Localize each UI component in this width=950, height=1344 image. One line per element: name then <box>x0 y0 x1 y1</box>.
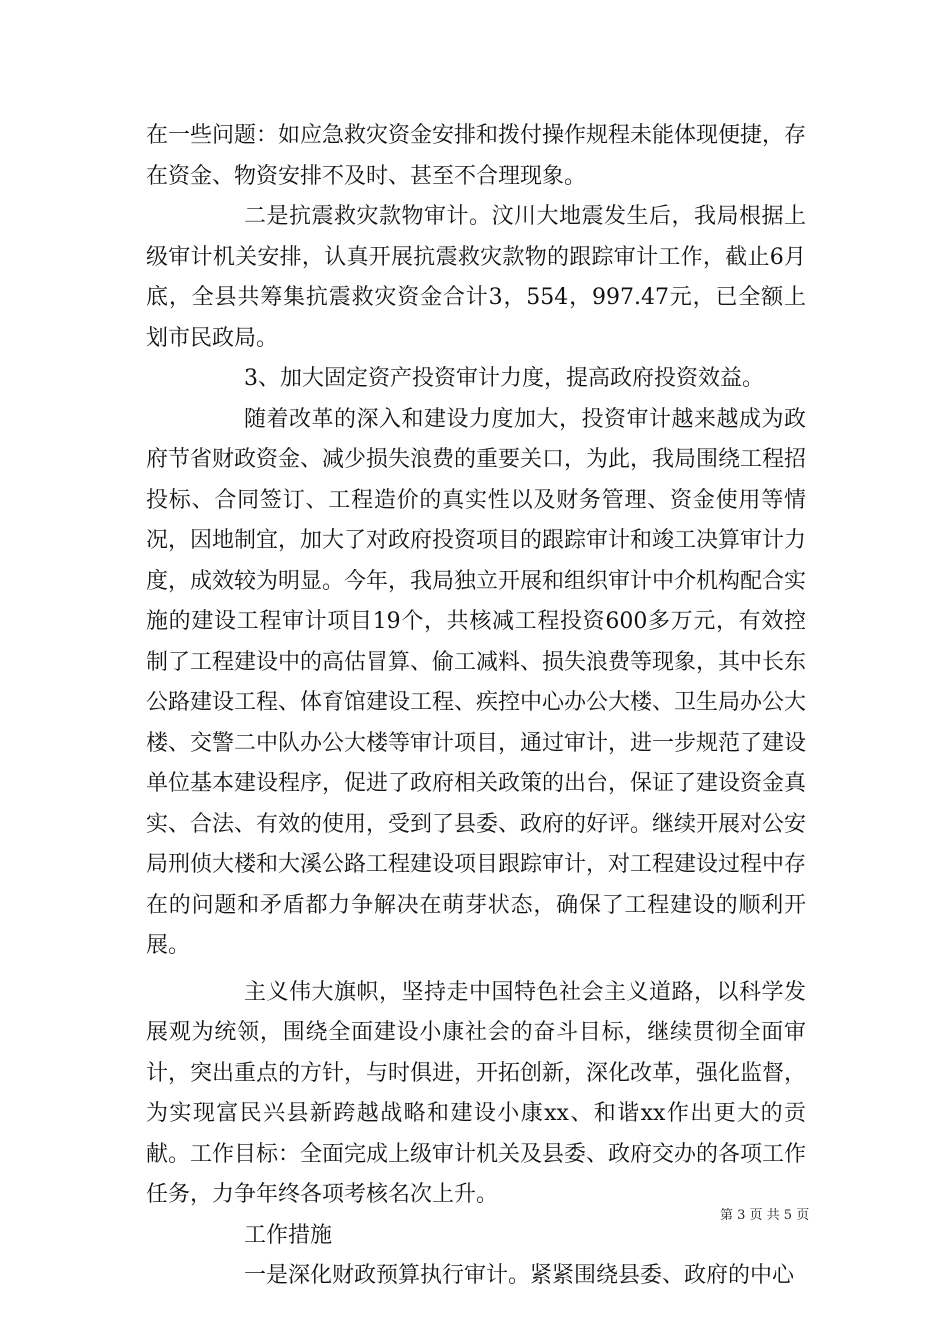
page-number-footer: 第 3 页 共 5 页 <box>720 1208 810 1223</box>
paragraph-guiding-principles: 主义伟大旗帜，坚持走中国特色社会主义道路，以科学发展观为统领，围绕全面建设小康社会的奋斗目标，继续贯彻全面审计，突出重点的方针，与时俱进，开拓创新，深化改革，强化监督，为实现富民兴县新跨越战略和建设小康xx、和谐xx作出更大的贡献。工作目标：全面完成上级审计机关及县委、政府交办的各项工作任务，力争年终各项考核名次上升。 <box>146 979 807 1207</box>
document-body <box>146 116 806 1297</box>
paragraph-continued-issues: 在一些问题：如应急救灾资金安排和拨付操作规程未能体现便捷，存在资金、物资安排不及时、甚至不合理现象。 <box>146 123 807 189</box>
paragraph-earthquake-audit: 二是抗震救灾款物审计。汶川大地震发生后，我局根据上级审计机关安排，认真开展抗震救灾款物的跟踪审计工作，截止6月底，全县共筹集抗震救灾资金合计3，554，997.47元，已全额上划市民政局。 <box>146 204 806 351</box>
section-heading-fixed-asset-audit: 3、加大固定资产投资审计力度，提高政府投资效益。 <box>244 366 764 391</box>
paragraph-budget-audit: 一是深化财政预算执行审计。紧紧围绕县委、政府的中心 <box>244 1263 795 1288</box>
section-heading-work-measures: 工作措施 <box>244 1222 333 1248</box>
paragraph-investment-audit: 随着改革的深入和建设力度加大，投资审计越来越成为政府节省财政资金、减少损失浪费的重要关口，为此，我局围绕工程招投标、合同签订、工程造价的真实性以及财务管理、资金使用等情况，因地制宜，加大了对政府投资项目的跟踪审计和竣工决算审计力度，成效较为明显。今年，我局独立开展和组织审计中介机构配合实施的建设工程审计项目19个，共核减工程投资600多万元，有效控制了工程建设中的高估冒算、偷工减料、损失浪费等现象，其中长东公路建设工程、体育馆建设工程、疾控中心办公大楼、卫生局办公大楼、交警二中队办公大楼等审计项目，通过审计，进一步规范了建设单位基本建设程序，促进了政府相关政策的出台，保证了建设资金真实、合法、有效的使用，受到了县委、政府的好评。继续开展对公安局刑侦大楼和大溪公路工程建设项目跟踪审计，对工程建设过程中存在的问题和矛盾都力争解决在萌芽状态，确保了工程建设的顺利开展。 <box>146 406 807 958</box>
